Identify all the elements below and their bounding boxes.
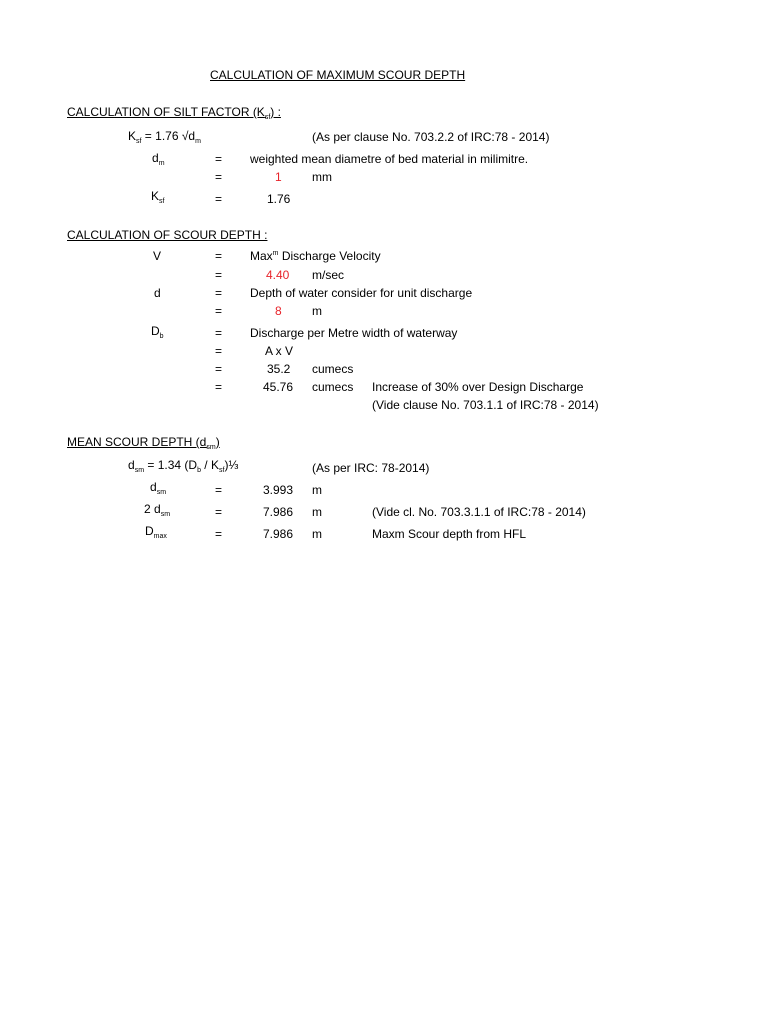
v-unit: m/sec [312, 268, 345, 282]
dm-value: 1 [275, 170, 282, 184]
equals-sign: = [215, 286, 223, 300]
mean-scour-formula: $d_{sm} = 1.34$ ($D_b$ / $K_{sf})\frac{1}{3}$ [128, 458, 239, 474]
d-value: 8 [275, 304, 282, 318]
ksf-symbol: $K_{sf}$ [151, 189, 165, 205]
db-unit-increased: cumecs [312, 380, 354, 394]
db-increase-reference: (Vide clause No. 703.1.1 of IRC:78 - 2014) [372, 398, 599, 412]
equals-sign: = [215, 380, 223, 394]
equals-sign: = [215, 527, 223, 541]
d-symbol: d [154, 286, 161, 300]
dmax-symbol: $D_{max}$ [145, 524, 167, 540]
db-value-increased: 45.76 [263, 380, 294, 394]
equals-sign: = [215, 249, 223, 263]
db-increase-note: Increase of 30% over Design Discharge [372, 380, 584, 394]
dsm-value: 3.993 [263, 483, 294, 497]
equals-sign: = [215, 268, 223, 282]
dmax-value: 7.986 [263, 527, 294, 541]
scour-depth-heading: CALCULATION OF SCOUR DEPTH : [67, 228, 268, 242]
two-dsm-reference: (Vide cl. No. 703.3.1.1 of IRC:78 - 2014) [372, 505, 586, 519]
dm-description: weighted mean diametre of bed material in milimitre. [250, 152, 529, 166]
silt-formula-reference: (As per clause No. 703.2.2 of IRC:78 - 2014) [312, 130, 550, 144]
db-symbol: $D_b$ [151, 324, 164, 340]
dmax-note: Maxm Scour depth from HFL [372, 527, 527, 541]
v-description: Max$^m$ Discharge Velocity [250, 249, 381, 263]
dm-unit: mm [312, 170, 332, 184]
equals-sign: = [215, 304, 223, 318]
dm-symbol: $d_m$ [152, 151, 165, 167]
equals-sign: = [215, 192, 223, 206]
db-description: Discharge per Metre width of waterway [250, 326, 458, 340]
mean-scour-heading: MEAN SCOUR DEPTH $(d_{sm})$ [67, 435, 220, 451]
dmax-unit: m [312, 527, 322, 541]
d-unit: m [312, 304, 322, 318]
ksf-value: 1.76 [267, 192, 291, 206]
two-dsm-value: 7.986 [263, 505, 294, 519]
equals-sign: = [215, 362, 223, 376]
db-unit-design: cumecs [312, 362, 354, 376]
dsm-symbol: $d_{sm}$ [150, 480, 167, 496]
v-symbol: V [153, 249, 162, 263]
dsm-unit: m [312, 483, 322, 497]
equals-sign: = [215, 152, 223, 166]
db-value-design: 35.2 [267, 362, 291, 376]
page-title: CALCULATION OF MAXIMUM SCOUR DEPTH [210, 68, 466, 82]
db-formula: A x V [265, 344, 294, 358]
v-value: 4.40 [266, 268, 290, 282]
d-description: Depth of water consider for unit discharge [250, 286, 473, 300]
mean-formula-reference: (As per IRC: 78-2014) [312, 461, 430, 475]
equals-sign: = [215, 344, 223, 358]
silt-factor-formula: $K_{sf} = 1.76$ $√d_m$ [128, 129, 201, 145]
equals-sign: = [215, 326, 223, 340]
silt-factor-heading: CALCULATION OF SILT FACTOR $(K_{sf})$ : [67, 105, 281, 121]
equals-sign: = [215, 505, 223, 519]
equals-sign: = [215, 170, 223, 184]
two-dsm-symbol: 2 $d_{sm}$ [144, 502, 171, 518]
two-dsm-unit: m [312, 505, 322, 519]
equals-sign: = [215, 483, 223, 497]
